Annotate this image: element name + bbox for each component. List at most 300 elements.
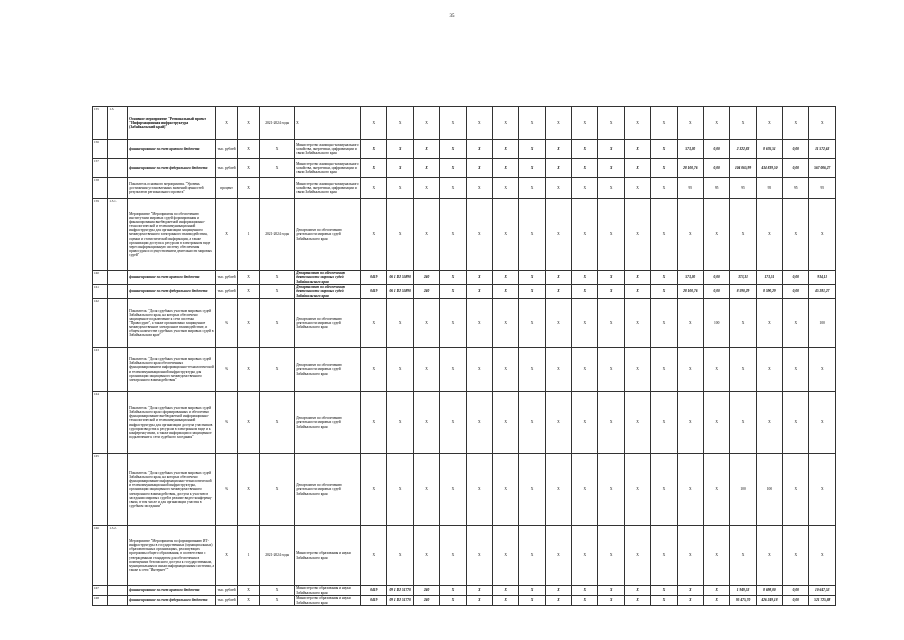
value-cell: X — [519, 596, 545, 606]
value-cell: X — [466, 159, 492, 178]
value-cell: 0419 — [361, 271, 387, 285]
value-cell: X — [387, 178, 413, 199]
unit-cell: тыс. рублей — [216, 596, 238, 606]
unit-cell: % — [216, 454, 238, 526]
value-cell: X — [598, 271, 624, 285]
value-cell: X — [440, 159, 466, 178]
value-cell: X — [624, 285, 650, 299]
value-cell: X — [572, 299, 598, 348]
value-cell: 100 — [703, 299, 729, 348]
value-cell: 373,31 — [730, 271, 756, 285]
unit-cell: тыс. рублей — [216, 271, 238, 285]
value-cell: X — [519, 285, 545, 299]
value-cell: 0419 — [361, 596, 387, 606]
item-name-cell: Показатель: "Доля судебных участков мировых судей Забайкальского края обеспеченных функционированием информационно-технологической и телекоммуникационной инфраструктуры для организации защищенного межведомственного электронного взаимодействия" — [128, 348, 216, 392]
value-cell: 95 — [677, 178, 703, 199]
value-cell: X — [572, 159, 598, 178]
item-code-cell — [108, 348, 128, 392]
table-row — [93, 271, 836, 285]
indicator-cell: X — [238, 596, 260, 606]
value-cell: X — [466, 140, 492, 159]
period-cell: X — [260, 299, 295, 348]
value-cell: X — [651, 392, 677, 454]
value-cell: 09 1 D2 51770 — [387, 586, 413, 596]
value-cell: X — [466, 178, 492, 199]
value-cell: X — [492, 596, 518, 606]
value-cell: X — [440, 596, 466, 606]
item-name-cell: Мероприятие "Мероприятия по формированию ИТ-инфраструктуры в государственных (муниципальных) образовательных организациях, реализующих программы общего образования, в соответствии с утвержденным стандартом для обеспечения в помещениях безопасного доступа к государственным, муниципальным и иным информационным системам, а также к сети "Интернет"" — [128, 526, 216, 586]
item-code-cell — [108, 159, 128, 178]
row-number-cell: 155 — [93, 107, 108, 140]
value-cell: X — [440, 299, 466, 348]
value-cell: X — [624, 199, 650, 271]
row-number-cell: 157 — [93, 159, 108, 178]
value-cell: 06 1 D2 55890 — [387, 285, 413, 299]
value-cell: 10 647,53 — [809, 586, 836, 596]
value-cell: X — [624, 454, 650, 526]
value-cell: X — [756, 392, 782, 454]
value-cell: X — [703, 454, 729, 526]
value-cell: X — [545, 454, 571, 526]
table-row — [93, 285, 836, 299]
indicator-cell: X — [238, 140, 260, 159]
value-cell: X — [492, 299, 518, 348]
value-cell: 0,00 — [703, 140, 729, 159]
value-cell: 95 — [783, 178, 809, 199]
value-cell: X — [598, 107, 624, 140]
value-cell: X — [361, 159, 387, 178]
value-cell: 0,00 — [783, 159, 809, 178]
value-cell: X — [598, 526, 624, 586]
value-cell: X — [651, 596, 677, 606]
value-cell: X — [783, 299, 809, 348]
value-cell: X — [466, 299, 492, 348]
value-cell: X — [440, 178, 466, 199]
value-cell: X — [624, 107, 650, 140]
item-code-cell — [108, 586, 128, 596]
period-cell: X — [260, 596, 295, 606]
value-cell: X — [598, 392, 624, 454]
value-cell: X — [413, 454, 439, 526]
value-cell: X — [545, 140, 571, 159]
value-cell: 8 676,51 — [756, 140, 782, 159]
value-cell: X — [677, 199, 703, 271]
value-cell: X — [413, 526, 439, 586]
value-cell: X — [387, 348, 413, 392]
table-row — [93, 199, 836, 271]
indicator-cell: X — [238, 159, 260, 178]
value-cell: 0,00 — [783, 586, 809, 596]
unit-cell: процент — [216, 178, 238, 199]
value-cell: X — [466, 107, 492, 140]
value-cell: 11 572,63 — [809, 140, 836, 159]
value-cell: X — [413, 178, 439, 199]
value-cell: 100 — [730, 454, 756, 526]
unit-cell: X — [216, 199, 238, 271]
value-cell: X — [572, 107, 598, 140]
value-cell: X — [624, 526, 650, 586]
value-cell: X — [413, 392, 439, 454]
value-cell: X — [756, 348, 782, 392]
responsible-cell: Министерство образования и науки Забайкальского края — [295, 526, 361, 586]
value-cell: X — [492, 454, 518, 526]
value-cell: X — [361, 178, 387, 199]
value-cell: X — [519, 526, 545, 586]
responsible-cell: Министерство жилищно-коммунального хозяйства, энергетики, цифровизации и связи Забайкальского края — [295, 178, 361, 199]
value-cell: X — [492, 107, 518, 140]
value-cell: 95 — [703, 178, 729, 199]
responsible-cell: Департамент по обеспечению деятельности мировых судей Забайкальского края — [295, 285, 361, 299]
value-cell: X — [598, 586, 624, 596]
table-row — [93, 348, 836, 392]
value-cell: X — [598, 285, 624, 299]
item-code-cell — [108, 596, 128, 606]
value-cell: X — [624, 596, 650, 606]
value-cell: X — [756, 526, 782, 586]
period-cell: X — [260, 586, 295, 596]
value-cell: 95 475,70 — [730, 596, 756, 606]
responsible-cell: Министерство образования и науки Забайкальского края — [295, 596, 361, 606]
value-cell: X — [677, 526, 703, 586]
table-row — [93, 107, 836, 140]
period-cell: X — [260, 392, 295, 454]
unit-cell: % — [216, 348, 238, 392]
value-cell: 934,11 — [809, 271, 836, 285]
value-cell: 0,00 — [703, 285, 729, 299]
value-cell: X — [440, 526, 466, 586]
table-row — [93, 299, 836, 348]
value-cell: 8 698,00 — [756, 586, 782, 596]
value-cell: X — [756, 299, 782, 348]
value-cell: X — [545, 348, 571, 392]
value-cell: X — [703, 586, 729, 596]
indicator-cell: X — [238, 285, 260, 299]
value-cell: X — [387, 107, 413, 140]
value-cell: X — [651, 348, 677, 392]
item-name-cell: финансирование за счет федерального бюджета — [128, 159, 216, 178]
value-cell: X — [598, 199, 624, 271]
value-cell: X — [651, 526, 677, 586]
value-cell: X — [651, 178, 677, 199]
value-cell: X — [651, 159, 677, 178]
value-cell: 573,30 — [677, 140, 703, 159]
value-cell: X — [440, 107, 466, 140]
value-cell: X — [651, 140, 677, 159]
responsible-cell: Министерство жилищно-коммунального хозяйства, энергетики, цифровизации и связи Забайкальского края — [295, 159, 361, 178]
value-cell: X — [572, 271, 598, 285]
value-cell: X — [519, 454, 545, 526]
value-cell: X — [756, 199, 782, 271]
period-cell — [260, 178, 295, 199]
value-cell: X — [783, 526, 809, 586]
value-cell: X — [624, 348, 650, 392]
value-cell: X — [545, 392, 571, 454]
item-code-cell — [108, 178, 128, 199]
item-name-cell: Мероприятие "Мероприятия по обеспечению институтами мировых судей формирования и финансирования внебюджетной информационно-технологической и телекоммуникационной инфраструктуры для организации защищенного межведомственного электронного взаимодействия, оценки и статистической информации, а также организации доступа к ресурсам в электронном виде через информационную систему обеспечения правосудия и осуществлением деятельности мировых судей" — [128, 199, 216, 271]
value-cell: X — [387, 454, 413, 526]
indicator-cell: X — [238, 271, 260, 285]
value-cell: X — [413, 159, 439, 178]
value-cell: 0419 — [361, 285, 387, 299]
unit-cell: X — [216, 107, 238, 140]
value-cell: X — [440, 348, 466, 392]
indicator-cell: X — [238, 586, 260, 596]
value-cell: X — [703, 107, 729, 140]
unit-cell: X — [216, 526, 238, 586]
value-cell: X — [598, 299, 624, 348]
value-cell: X — [519, 107, 545, 140]
item-code-cell: 1.3. — [108, 107, 128, 140]
value-cell: X — [492, 140, 518, 159]
value-cell: X — [361, 140, 387, 159]
responsible-cell: X — [295, 107, 361, 140]
item-name-cell: финансирование за счет краевого бюджета — [128, 271, 216, 285]
value-cell: X — [492, 159, 518, 178]
period-cell: X — [260, 271, 295, 285]
value-cell: 100 — [756, 454, 782, 526]
value-cell: X — [413, 107, 439, 140]
value-cell: 240 — [413, 285, 439, 299]
value-cell: X — [545, 159, 571, 178]
item-name-cell: Показатель: "Доля судебных участков мировых судей Забайкальского края, на которых обеспечено функционирование информационно-технологической и телекоммуникационной инфраструктуры, организации защищенного межведомственного электронного взаимодействия, доступа к участию в заседании мировых судей в режиме видео-конференц-связи, в том числе и для организации участия в судебном заседании" — [128, 454, 216, 526]
item-code-cell — [108, 299, 128, 348]
value-cell: X — [572, 199, 598, 271]
value-cell: X — [545, 199, 571, 271]
value-cell: X — [730, 299, 756, 348]
value-cell: X — [492, 586, 518, 596]
value-cell: 0,00 — [783, 271, 809, 285]
item-code-cell — [108, 140, 128, 159]
value-cell: 521 725,88 — [809, 596, 836, 606]
value-cell: X — [651, 454, 677, 526]
value-cell: 434 839,50 — [756, 159, 782, 178]
value-cell: X — [677, 392, 703, 454]
value-cell: X — [651, 107, 677, 140]
period-cell: X — [260, 454, 295, 526]
value-cell: X — [651, 271, 677, 285]
row-number-cell: 161 — [93, 285, 108, 299]
value-cell: X — [598, 348, 624, 392]
indicator-cell: X — [238, 454, 260, 526]
value-cell: 173,51 — [756, 271, 782, 285]
value-cell: X — [545, 107, 571, 140]
value-cell: 09 1 D2 51770 — [387, 596, 413, 606]
value-cell: X — [361, 107, 387, 140]
period-cell: X — [260, 348, 295, 392]
value-cell: X — [492, 392, 518, 454]
value-cell: X — [519, 178, 545, 199]
item-name-cell: финансирование за счет краевого бюджета — [128, 140, 216, 159]
value-cell: X — [440, 392, 466, 454]
value-cell: 1 949,53 — [730, 586, 756, 596]
value-cell: 104 065,99 — [730, 159, 756, 178]
value-cell: X — [756, 107, 782, 140]
value-cell: X — [492, 178, 518, 199]
value-cell: X — [440, 586, 466, 596]
value-cell: 95 — [809, 178, 836, 199]
value-cell: X — [545, 596, 571, 606]
responsible-cell: Департамент по обеспечению деятельности мировых судей Забайкальского края — [295, 271, 361, 285]
value-cell: 28 100,76 — [677, 285, 703, 299]
value-cell: X — [783, 199, 809, 271]
value-cell: X — [624, 271, 650, 285]
value-cell: X — [783, 454, 809, 526]
value-cell: X — [703, 526, 729, 586]
value-cell: 8 590,29 — [756, 285, 782, 299]
value-cell: X — [413, 140, 439, 159]
item-code-cell: 1.3.2. — [108, 526, 128, 586]
value-cell: X — [677, 596, 703, 606]
value-cell: X — [466, 199, 492, 271]
value-cell: X — [361, 299, 387, 348]
value-cell: X — [783, 392, 809, 454]
value-cell: X — [677, 107, 703, 140]
value-cell: X — [387, 140, 413, 159]
value-cell: X — [466, 596, 492, 606]
value-cell: X — [466, 586, 492, 596]
value-cell: X — [730, 348, 756, 392]
value-cell: X — [783, 348, 809, 392]
value-cell: X — [387, 199, 413, 271]
value-cell: X — [598, 159, 624, 178]
value-cell: X — [572, 586, 598, 596]
item-code-cell: 1.3.1. — [108, 199, 128, 271]
value-cell: X — [492, 285, 518, 299]
value-cell: X — [783, 107, 809, 140]
value-cell: X — [572, 348, 598, 392]
unit-cell: % — [216, 392, 238, 454]
table-row — [93, 526, 836, 586]
value-cell: X — [492, 199, 518, 271]
row-number-cell: 163 — [93, 348, 108, 392]
value-cell: X — [466, 526, 492, 586]
item-code-cell — [108, 271, 128, 285]
table-row — [93, 454, 836, 526]
unit-cell: % — [216, 299, 238, 348]
period-cell: X — [260, 140, 295, 159]
indicator-cell: X — [238, 107, 260, 140]
value-cell: X — [466, 392, 492, 454]
unit-cell: тыс. рублей — [216, 586, 238, 596]
unit-cell: тыс. рублей — [216, 285, 238, 299]
item-name-cell: Показатель: "Доля судебных участков мировых судей Забайкальского края сформированных и обеспечено функционирование внебюджетной информационно-технологической и телекоммуникационной инфраструктуры для организации доступа участников судопроизводства к ресурсам в электронном виде и к конференц-связи, а также информации и защищенное подключение к сети судебного заседания" — [128, 392, 216, 454]
value-cell: X — [598, 178, 624, 199]
value-cell: 45 281,27 — [809, 285, 836, 299]
value-cell: X — [703, 596, 729, 606]
item-name-cell: Показатель основного мероприятия. "Уровень достижения установленных значений ценностей результатов регионального проекта" — [128, 178, 216, 199]
value-cell: X — [651, 199, 677, 271]
value-cell: 28 100,76 — [677, 159, 703, 178]
table-row — [93, 586, 836, 596]
responsible-cell: Департамент по обеспечению деятельности мировых судей Забайкальского края — [295, 392, 361, 454]
value-cell: X — [492, 271, 518, 285]
period-cell: X — [260, 159, 295, 178]
value-cell: X — [809, 348, 836, 392]
table-row — [93, 596, 836, 606]
value-cell: X — [545, 526, 571, 586]
value-cell: X — [624, 586, 650, 596]
responsible-cell: Департамент по обеспечению деятельности мировых судей Забайкальского края — [295, 299, 361, 348]
item-name-cell: финансирование за счет федерального бюджета — [128, 596, 216, 606]
value-cell: X — [413, 299, 439, 348]
value-cell: X — [809, 392, 836, 454]
value-cell: X — [466, 271, 492, 285]
value-cell: X — [545, 299, 571, 348]
value-cell: X — [519, 199, 545, 271]
item-code-cell — [108, 454, 128, 526]
value-cell: X — [361, 526, 387, 586]
value-cell: X — [492, 348, 518, 392]
responsible-cell: Министерство образования и науки Забайкальского края — [295, 586, 361, 596]
value-cell: X — [598, 140, 624, 159]
value-cell: X — [572, 140, 598, 159]
value-cell: X — [440, 454, 466, 526]
item-code-cell — [108, 392, 128, 454]
period-cell: X — [260, 285, 295, 299]
value-cell: X — [809, 199, 836, 271]
value-cell: 95 — [756, 178, 782, 199]
value-cell: X — [730, 107, 756, 140]
value-cell: X — [440, 271, 466, 285]
value-cell: X — [545, 178, 571, 199]
value-cell: 8 590,29 — [730, 285, 756, 299]
row-number-cell: 168 — [93, 596, 108, 606]
value-cell: X — [809, 107, 836, 140]
row-number-cell: 162 — [93, 299, 108, 348]
value-cell: X — [519, 392, 545, 454]
value-cell: X — [677, 299, 703, 348]
value-cell: X — [572, 454, 598, 526]
value-cell: X — [466, 285, 492, 299]
table-row — [93, 140, 836, 159]
value-cell: X — [361, 392, 387, 454]
value-cell: X — [703, 348, 729, 392]
item-code-cell — [108, 285, 128, 299]
value-cell: X — [651, 586, 677, 596]
row-number-cell: 158 — [93, 178, 108, 199]
value-cell: X — [387, 392, 413, 454]
value-cell: X — [387, 159, 413, 178]
value-cell: X — [703, 392, 729, 454]
value-cell: 0,00 — [783, 285, 809, 299]
value-cell: X — [519, 299, 545, 348]
value-cell: X — [624, 299, 650, 348]
value-cell: 240 — [413, 271, 439, 285]
indicator-cell: X — [238, 392, 260, 454]
value-cell: X — [598, 596, 624, 606]
value-cell: 100 — [809, 299, 836, 348]
item-name-cell: финансирование за счет краевого бюджета — [128, 586, 216, 596]
value-cell: X — [413, 199, 439, 271]
value-cell: 567 006,27 — [809, 159, 836, 178]
value-cell: X — [466, 348, 492, 392]
responsible-cell: Департамент по обеспечению деятельности мировых судей Забайкальского края — [295, 199, 361, 271]
value-cell: X — [519, 159, 545, 178]
row-number-cell: 156 — [93, 140, 108, 159]
program-table — [92, 106, 836, 606]
value-cell: X — [387, 526, 413, 586]
value-cell: X — [730, 392, 756, 454]
value-cell: X — [624, 178, 650, 199]
value-cell: X — [440, 199, 466, 271]
value-cell: 06 1 D2 55890 — [387, 271, 413, 285]
value-cell: X — [572, 526, 598, 586]
value-cell: 0419 — [361, 586, 387, 596]
value-cell: X — [624, 140, 650, 159]
period-cell: 2021-2024 годы — [260, 199, 295, 271]
value-cell: X — [440, 285, 466, 299]
responsible-cell: Департамент по обеспечению деятельности мировых судей Забайкальского края — [295, 454, 361, 526]
